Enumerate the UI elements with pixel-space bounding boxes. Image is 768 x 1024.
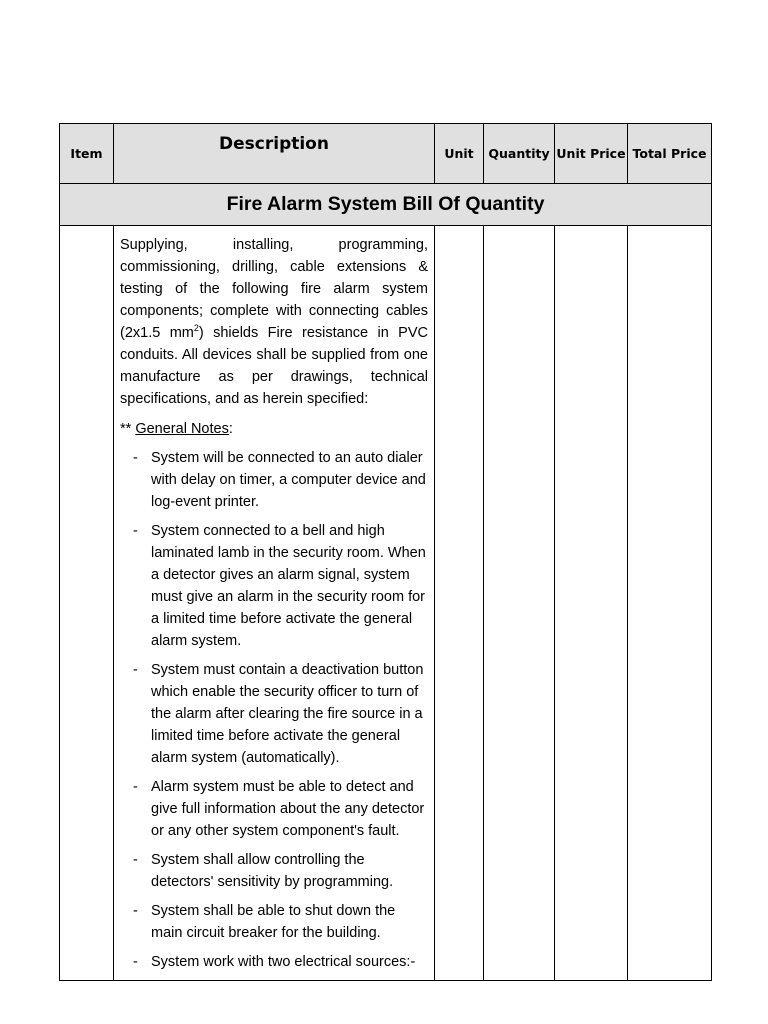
header-row: [60, 124, 712, 184]
list-item: - System work with two electrical sources:-: [133, 954, 416, 970]
unit-price-cell: [555, 226, 628, 981]
header-total-price: Total Price: [628, 124, 712, 184]
header-unit-price: Unit Price: [555, 124, 628, 184]
header-unit: Unit: [435, 124, 484, 184]
list-item: - System shall be able to shut down the main circuit breaker for the building.: [133, 903, 396, 941]
header-description: Description: [114, 124, 435, 184]
list-item: - System must contain a deactivation button which enable the security officer to turn of the alarm after clearing the fire source in a limited time before activate the general alarm system (automatically).: [133, 662, 424, 766]
header-item: Item: [60, 124, 114, 184]
description-cell: [114, 226, 435, 981]
general-notes-heading: ** General Notes:: [120, 421, 233, 437]
total-price-cell: [628, 226, 712, 981]
item-cell: [60, 226, 114, 981]
general-notes-list: [120, 447, 428, 973]
unit-cell: [435, 226, 484, 981]
list-item: - System shall allow controlling the detectors' sensitivity by programming.: [133, 852, 394, 890]
list-item: - Alarm system must be able to detect and give full information about the any detector or any other system component's fault.: [133, 779, 425, 839]
body-row: [60, 226, 712, 981]
list-item: - System will be connected to an auto dialer with delay on timer, a computer device and log-event printer.: [133, 450, 426, 510]
list-item: - System connected to a bell and high laminated lamb in the security room. When a detector gives an alarm signal, system must give an alarm in the security room for a limited time before activate the general alarm system.: [133, 523, 426, 649]
section-title: Fire Alarm System Bill Of Quantity: [60, 184, 712, 226]
quantity-cell: [484, 226, 555, 981]
section-title-row: [60, 184, 712, 226]
intro-paragraph: Supplying, installing, programming, commissioning, drilling, cable extensions & testing of the following fire alarm system components; complete with connecting cables (2x1.5 $mm^2$) shields Fire resistance in PVC conduits. All devices shall be supplied from one manufacture as per drawings, technical specifications, and as herein specified:: [120, 237, 428, 407]
header-quantity: Quantity: [484, 124, 555, 184]
boq-table: [59, 123, 712, 981]
